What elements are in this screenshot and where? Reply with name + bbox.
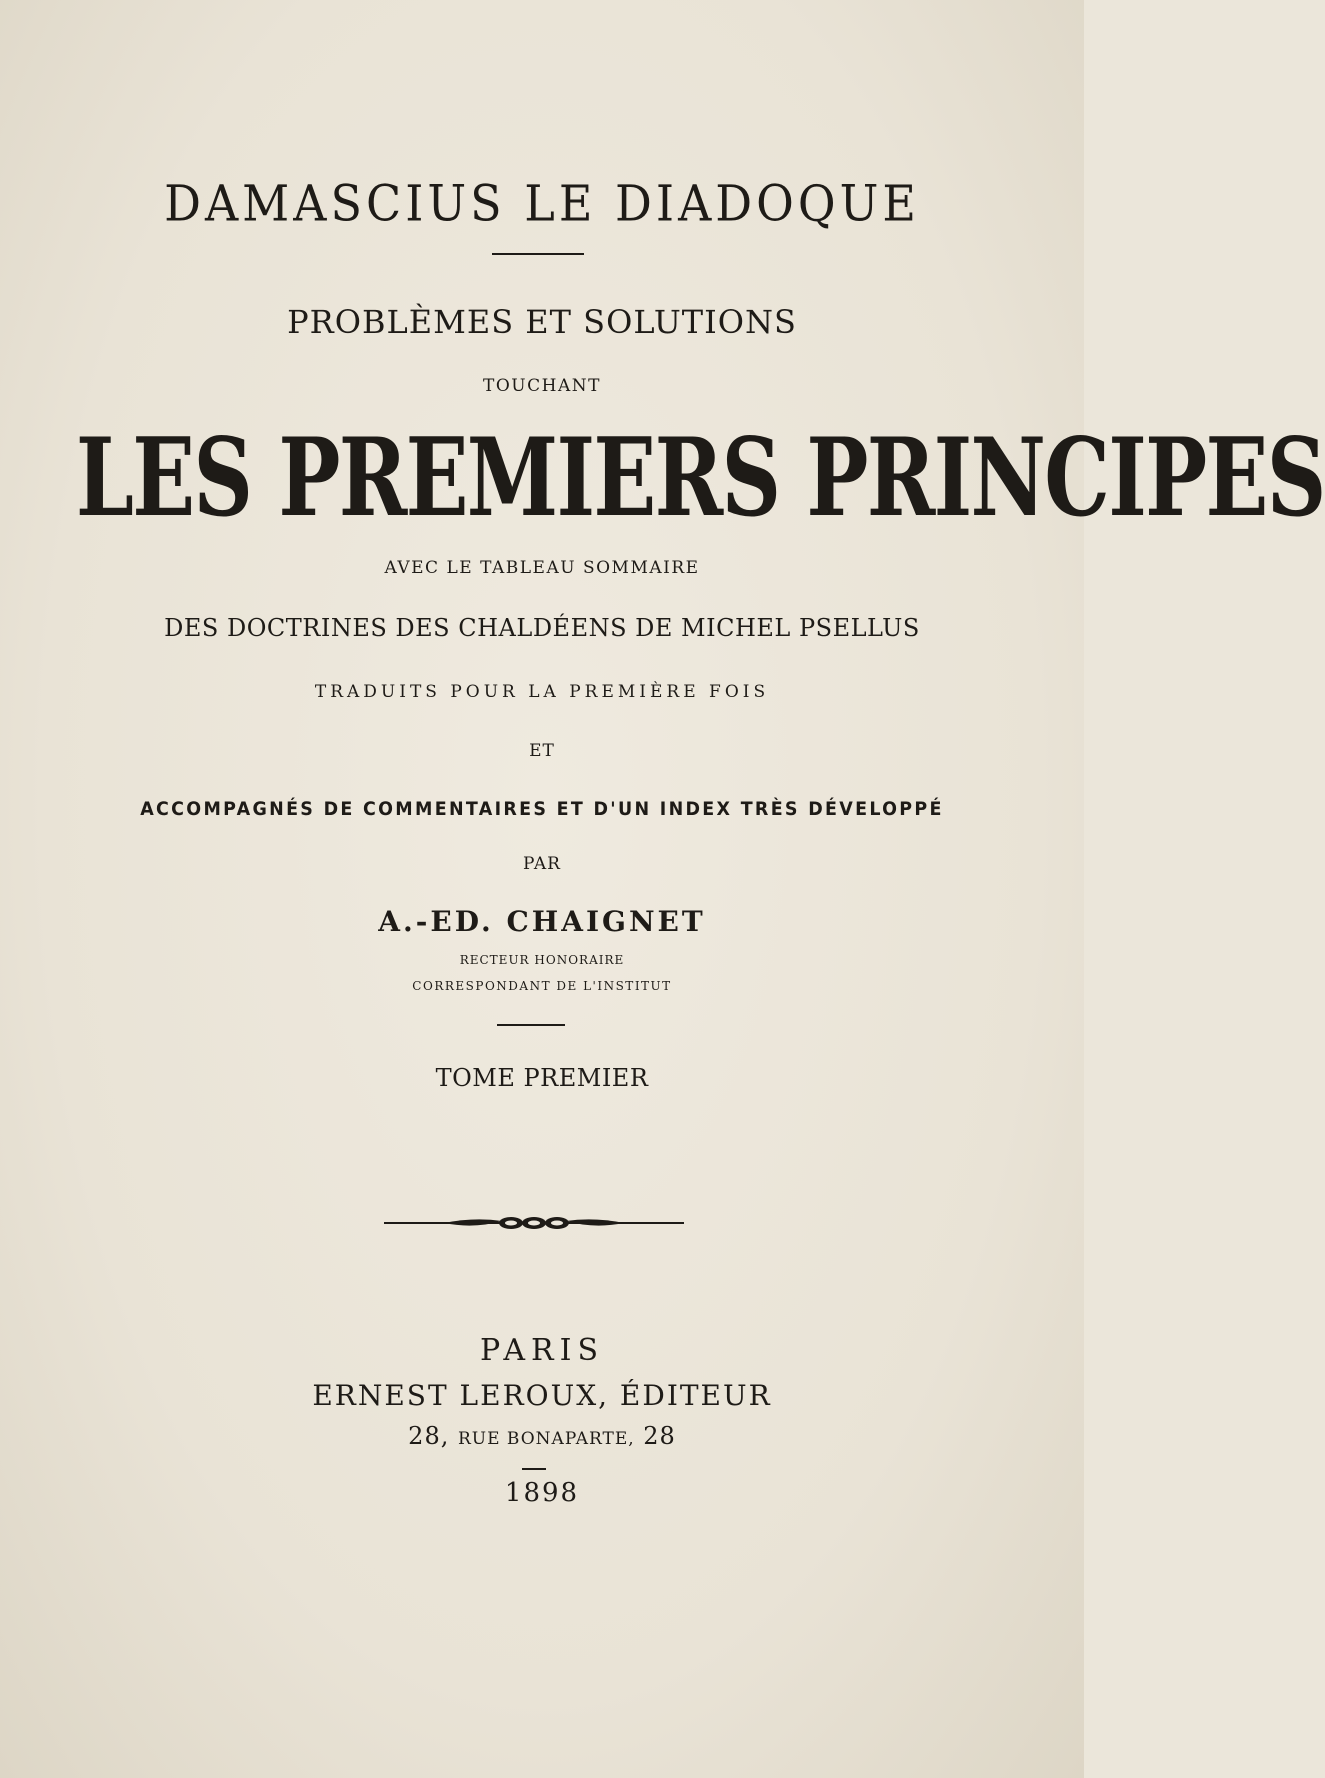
imprint-publisher: ERNEST LEROUX, ÉDITEUR: [312, 1379, 772, 1412]
imprint-city: PARIS: [479, 1333, 605, 1368]
author-heading: DAMASCIUS LE DIADOQUE: [164, 173, 920, 233]
translator-name: A.-ED. CHAIGNET: [378, 905, 706, 938]
main-title: LES PREMIERS PRINCIPES: [75, 414, 1325, 541]
divider-rule-top: [492, 253, 584, 255]
commentary-line: ACCOMPAGNÉS DE COMMENTAIRES ET D'UN INDEX TRÈS DÉVELOPPÉ: [140, 798, 944, 820]
subtitle-doctrines: DES DOCTRINES DES CHALDÉENS DE MICHEL PSELLUS: [164, 614, 920, 642]
volume-label: TOME PREMIER: [435, 1064, 649, 1092]
ornament-icon: [384, 1212, 684, 1234]
address-street: RUE BONAPARTE,: [457, 1429, 635, 1449]
translator-title-correspondant: CORRESPONDANT DE L'INSTITUT: [412, 979, 672, 993]
translation-line: TRADUITS POUR LA PREMIÈRE FOIS: [314, 682, 770, 702]
by-label: PAR: [523, 854, 561, 874]
conjunction-et: ET: [529, 741, 555, 761]
imprint-address: [0, 1424, 1084, 1448]
title-line-problemes: PROBLÈMES ET SOLUTIONS: [287, 303, 797, 341]
title-line-touchant: TOUCHANT: [483, 376, 601, 396]
address-number-left: 28,: [408, 1422, 450, 1450]
divider-rule-imprint: [522, 1468, 546, 1470]
address-number-right: 28: [643, 1422, 676, 1450]
divider-rule-middle: [497, 1024, 565, 1026]
translator-title-recteur: RECTEUR HONORAIRE: [459, 953, 625, 967]
subtitle-tableau: AVEC LE TABLEAU SOMMAIRE: [384, 558, 700, 578]
imprint-year: 1898: [504, 1478, 580, 1508]
